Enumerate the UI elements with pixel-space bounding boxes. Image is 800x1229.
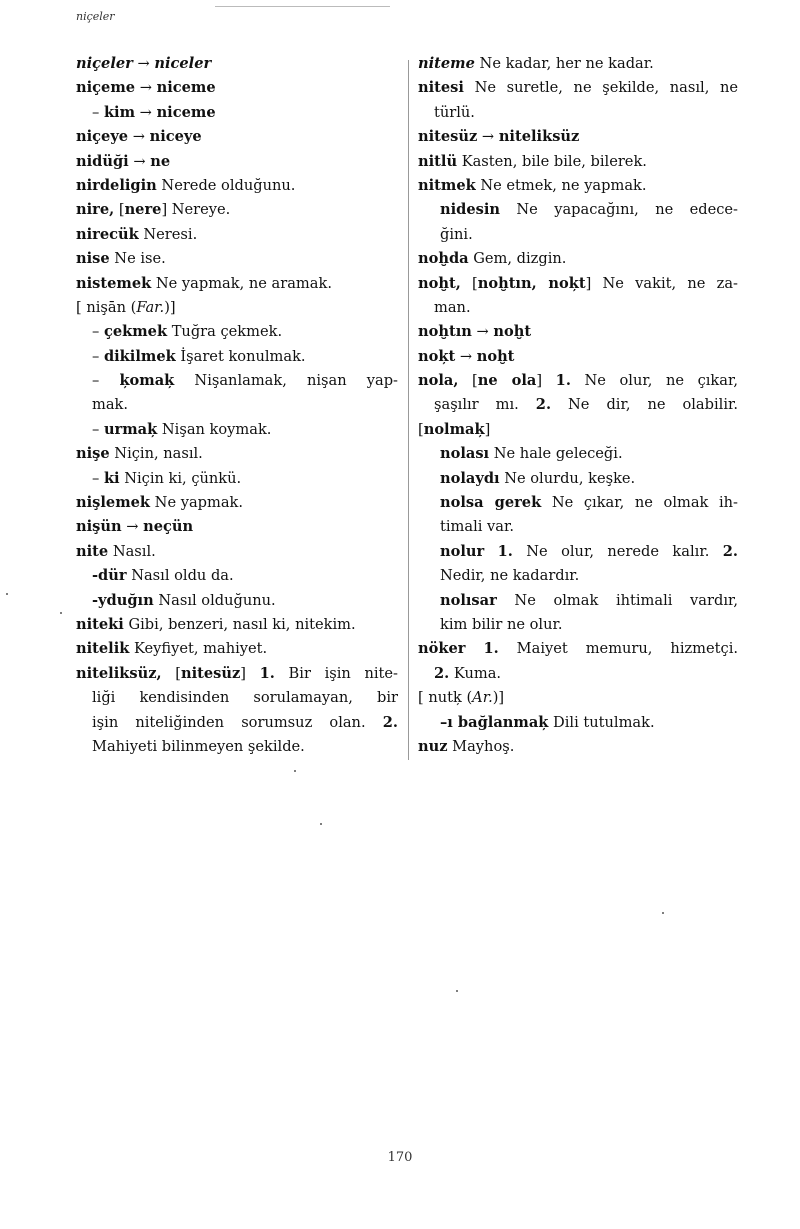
headword: niçeye — [76, 128, 129, 146]
definition-text: Mayhoş. — [447, 737, 515, 755]
definition-text: ] — [484, 420, 491, 438]
definition-text: – — [92, 103, 104, 121]
definition-text: Ne yapacağını, ne edece- — [500, 201, 738, 219]
headword: nire, — [76, 201, 115, 219]
definition-text: kim bilir ne olur. — [440, 615, 563, 633]
definition-text: İşaret konulmak. — [175, 347, 306, 365]
definition-text: [ nutķ ( — [418, 689, 473, 707]
entry-line — [418, 662, 738, 686]
headword: niceler — [154, 55, 212, 72]
entry-line — [76, 369, 398, 393]
definition-text: Ne olurdu, keşke. — [499, 469, 636, 487]
headword: nitmek — [418, 176, 476, 194]
headword: nirecük — [76, 225, 139, 243]
definition-text: Ne kadar, her ne kadar. — [474, 55, 654, 72]
entry-line — [418, 564, 738, 588]
entry-line — [76, 345, 398, 369]
headword: nitesüz — [180, 664, 241, 682]
definition-text: timali var. — [440, 518, 515, 536]
headword: ne — [150, 152, 171, 170]
headword: çekmek — [103, 323, 168, 341]
entry-line — [418, 515, 738, 539]
headword: niceye — [149, 128, 202, 146]
definition-text: Ne olur, nerede kalır. — [512, 542, 723, 560]
scan-speck — [662, 912, 664, 914]
entry-line — [76, 613, 398, 637]
entry-line — [76, 296, 398, 320]
entry-line — [418, 198, 738, 222]
definition-text: [ — [458, 372, 478, 390]
right-column — [418, 52, 738, 759]
definition-text: [ — [418, 420, 424, 438]
headword: niceme — [156, 79, 216, 97]
headword: 2. — [535, 396, 552, 414]
entry-line — [418, 174, 738, 198]
headword: nidesin — [440, 201, 501, 219]
entry-line — [418, 125, 738, 149]
left-column — [76, 52, 398, 759]
scan-speck — [6, 593, 8, 595]
headword: niteliksüz, — [76, 664, 162, 682]
headword: nite — [76, 542, 109, 560]
headword: ki — [103, 469, 120, 487]
definition-text: mak. — [92, 396, 129, 414]
entry-line — [76, 101, 398, 125]
entry-line — [76, 393, 398, 417]
definition-text: ğini. — [440, 225, 473, 243]
headword: 1. — [555, 372, 571, 390]
definition-text: işin niteliğinden sorumsuz olan. — [92, 713, 383, 731]
entry-line — [418, 320, 738, 344]
definition-text: → — [128, 128, 150, 146]
headword: noḫda — [418, 250, 469, 268]
definition-text: man. — [434, 298, 471, 316]
definition-text: Ne etmek, ne yapmak. — [475, 176, 647, 194]
entry-line — [418, 418, 738, 442]
entry-line — [418, 272, 738, 296]
entry-line — [76, 686, 398, 710]
definition-text: Neresi. — [138, 225, 198, 243]
headword: niteki — [76, 615, 124, 633]
headword: noḫtın, noķt — [477, 274, 586, 292]
entry-line — [76, 711, 398, 735]
headword: nitesi — [418, 79, 464, 97]
definition-text: Kasten, bile bile, bilerek. — [457, 152, 647, 170]
definition-text: Keyfiyet, mahiyet. — [129, 640, 268, 658]
definition-text: – — [92, 323, 104, 341]
entry-line — [76, 735, 398, 759]
entry-line — [418, 52, 738, 76]
headword: nistemek — [76, 274, 152, 292]
entry-line — [418, 101, 738, 125]
definition-text: Ar. — [472, 689, 493, 707]
entry-line — [76, 442, 398, 466]
entry-line — [418, 711, 738, 735]
definition-text: → — [135, 103, 157, 121]
headword: niteme — [418, 55, 475, 72]
definition-text: Ne ise. — [109, 250, 166, 268]
scan-speck — [60, 612, 62, 614]
definition-text: – — [92, 347, 104, 365]
entry-line — [76, 491, 398, 515]
headword: niteliksüz — [498, 128, 580, 146]
definition-text: [ — [460, 274, 478, 292]
headword: nolsa gerek — [440, 494, 542, 512]
definition-text: → — [132, 55, 155, 72]
definition-text — [465, 640, 483, 657]
scan-speck — [294, 770, 296, 772]
headword: nişlemek — [76, 494, 151, 512]
entry-line — [76, 564, 398, 588]
headword: noḫtın — [418, 323, 472, 341]
headword: nola, — [418, 372, 459, 390]
entry-line — [76, 76, 398, 100]
headword: -yduğın — [92, 591, 154, 609]
headword: nise — [76, 250, 110, 268]
entry-line — [76, 198, 398, 222]
headword: 2. — [382, 713, 398, 731]
headword: 1. — [483, 640, 499, 658]
definition-text: Niçin, nasıl. — [109, 445, 203, 463]
headword: nişün — [76, 518, 122, 536]
entry-line — [418, 589, 738, 613]
headword: nirdeligin — [76, 176, 157, 194]
definition-text: Nasıl. — [108, 542, 156, 560]
entry-line — [76, 515, 398, 539]
definition-text: Nasıl oldu da. — [126, 567, 234, 585]
definition-text: Tuğra çekmek. — [167, 323, 283, 341]
entry-line — [76, 320, 398, 344]
definition-text: [ — [161, 664, 181, 682]
headword: nolası — [440, 445, 490, 463]
entry-line — [76, 637, 398, 661]
definition-text: şaşılır mı. — [434, 396, 536, 414]
entry-line — [418, 247, 738, 271]
entry-line — [418, 442, 738, 466]
entry-line — [76, 125, 398, 149]
headword: nolmaķ — [423, 420, 485, 438]
headword: nolısar — [440, 591, 497, 609]
headword: nolur — [440, 542, 485, 560]
definition-text: [ — [114, 201, 125, 219]
definition-text: Ne olmak ihtimali vardır, — [496, 591, 738, 609]
headword: noḫt — [476, 347, 515, 365]
entry-line — [76, 52, 398, 76]
definition-text: Maiyet memuru, hizmetçi. — [498, 640, 739, 658]
definition-text: Nişan koymak. — [157, 420, 272, 438]
definition-text: ] — [536, 372, 556, 390]
headword: nitesüz — [418, 128, 478, 146]
headword: nere — [124, 201, 162, 219]
definition-text: Bir işin nite- — [274, 664, 398, 682]
headword: –ı bağlanmaķ — [440, 713, 549, 731]
headword: -dür — [92, 567, 127, 585]
definition-text: → — [477, 128, 499, 146]
headword: nuz — [418, 737, 448, 755]
definition-text: liği kendisinden sorulamayan, bir — [92, 689, 398, 707]
definition-text: Ne dir, ne olabilir. — [551, 396, 738, 414]
entry-line — [76, 223, 398, 247]
definition-text — [484, 543, 497, 560]
headword: neçün — [143, 518, 194, 536]
entry-line — [418, 491, 738, 515]
entry-line — [418, 540, 738, 564]
entry-line — [76, 662, 398, 686]
definition-text: Ne çıkar, ne olmak ih- — [541, 494, 738, 512]
running-head: niçeler — [76, 10, 115, 23]
entry-line — [418, 393, 738, 417]
entry-line — [76, 418, 398, 442]
headword: urmaķ — [103, 420, 158, 438]
definition-text: Niçin ki, çünkü. — [119, 469, 242, 487]
definition-text: Ne olur, ne çıkar, — [570, 372, 738, 390]
entry-line — [418, 637, 738, 661]
entry-line — [76, 150, 398, 174]
entry-line — [76, 272, 398, 296]
headword: nöker — [418, 640, 466, 658]
column-divider — [408, 60, 409, 760]
headword: nidüği — [76, 152, 129, 170]
headword: 2. — [434, 664, 450, 682]
entry-line — [418, 467, 738, 491]
headword: nitelik — [76, 640, 130, 658]
entry-line — [418, 686, 738, 710]
entry-line — [418, 150, 738, 174]
headword: niçeme — [76, 79, 136, 97]
entry-line — [76, 247, 398, 271]
entry-line — [418, 223, 738, 247]
definition-text: Nedir, ne kadardır. — [440, 567, 580, 585]
entry-line — [418, 369, 738, 393]
definition-text: → — [128, 152, 151, 170]
headword: kim — [103, 103, 136, 121]
scan-speck — [320, 823, 322, 825]
headword: nolaydı — [440, 469, 500, 487]
headword: noķt — [418, 347, 456, 365]
entry-line — [418, 296, 738, 320]
definition-text: Nerede olduğunu. — [156, 176, 296, 194]
definition-text: Mahiyeti bilinmeyen şekilde. — [92, 737, 305, 755]
entry-line — [418, 76, 738, 100]
definition-text: → — [121, 518, 144, 536]
entry-line — [418, 613, 738, 637]
headword: niceme — [156, 103, 216, 121]
definition-text: Kuma. — [449, 664, 502, 682]
headword: 1. — [259, 664, 275, 682]
definition-text: türlü. — [434, 103, 475, 121]
headword: nitlü — [418, 152, 458, 170]
definition-text: )] — [492, 689, 505, 707]
definition-text: Ne yapmak. — [150, 494, 244, 512]
definition-text: Nişanlamak, nişan yap- — [174, 372, 398, 390]
definition-text: [ nişān ( — [76, 298, 137, 316]
definition-text: ] — [240, 664, 260, 682]
headword: dikilmek — [103, 347, 176, 365]
entry-line — [418, 735, 738, 759]
entry-line — [76, 589, 398, 613]
definition-text: ] Ne vakit, ne za- — [585, 274, 738, 292]
definition-text: Dili tutulmak. — [548, 713, 655, 731]
headword: niçeler — [76, 55, 133, 72]
definition-text: Gibi, benzeri, nasıl ki, nitekim. — [123, 615, 356, 633]
headword: noḫt, — [418, 274, 461, 292]
entry-line — [418, 345, 738, 369]
headword: noḫt — [493, 323, 532, 341]
definition-text: → — [471, 323, 494, 341]
headword: 1. — [497, 542, 513, 560]
definition-text: Far. — [136, 298, 165, 316]
page-number: 170 — [387, 1150, 413, 1165]
definition-text: Ne yapmak, ne aramak. — [151, 274, 332, 292]
definition-text: ] Nereye. — [161, 201, 231, 219]
headword: ne ola — [477, 372, 537, 390]
entry-line — [76, 174, 398, 198]
definition-text: → — [455, 347, 477, 365]
scan-speck — [456, 990, 458, 992]
entry-line — [76, 467, 398, 491]
entry-line — [76, 540, 398, 564]
top-rule — [215, 6, 390, 7]
definition-text: Ne suretle, ne şekilde, nasıl, ne — [463, 79, 738, 97]
definition-text: – — [92, 372, 120, 390]
definition-text: Gem, dizgin. — [468, 250, 567, 268]
definition-text: – — [92, 469, 104, 487]
definition-text: → — [135, 79, 157, 97]
definition-text: Nasıl olduğunu. — [153, 591, 276, 609]
definition-text: )] — [164, 298, 176, 316]
headword: nişe — [76, 445, 110, 463]
headword: ķomaķ — [119, 372, 175, 390]
definition-text: Ne hale geleceği. — [489, 445, 623, 463]
definition-text: – — [92, 420, 104, 438]
headword: 2. — [722, 542, 738, 560]
